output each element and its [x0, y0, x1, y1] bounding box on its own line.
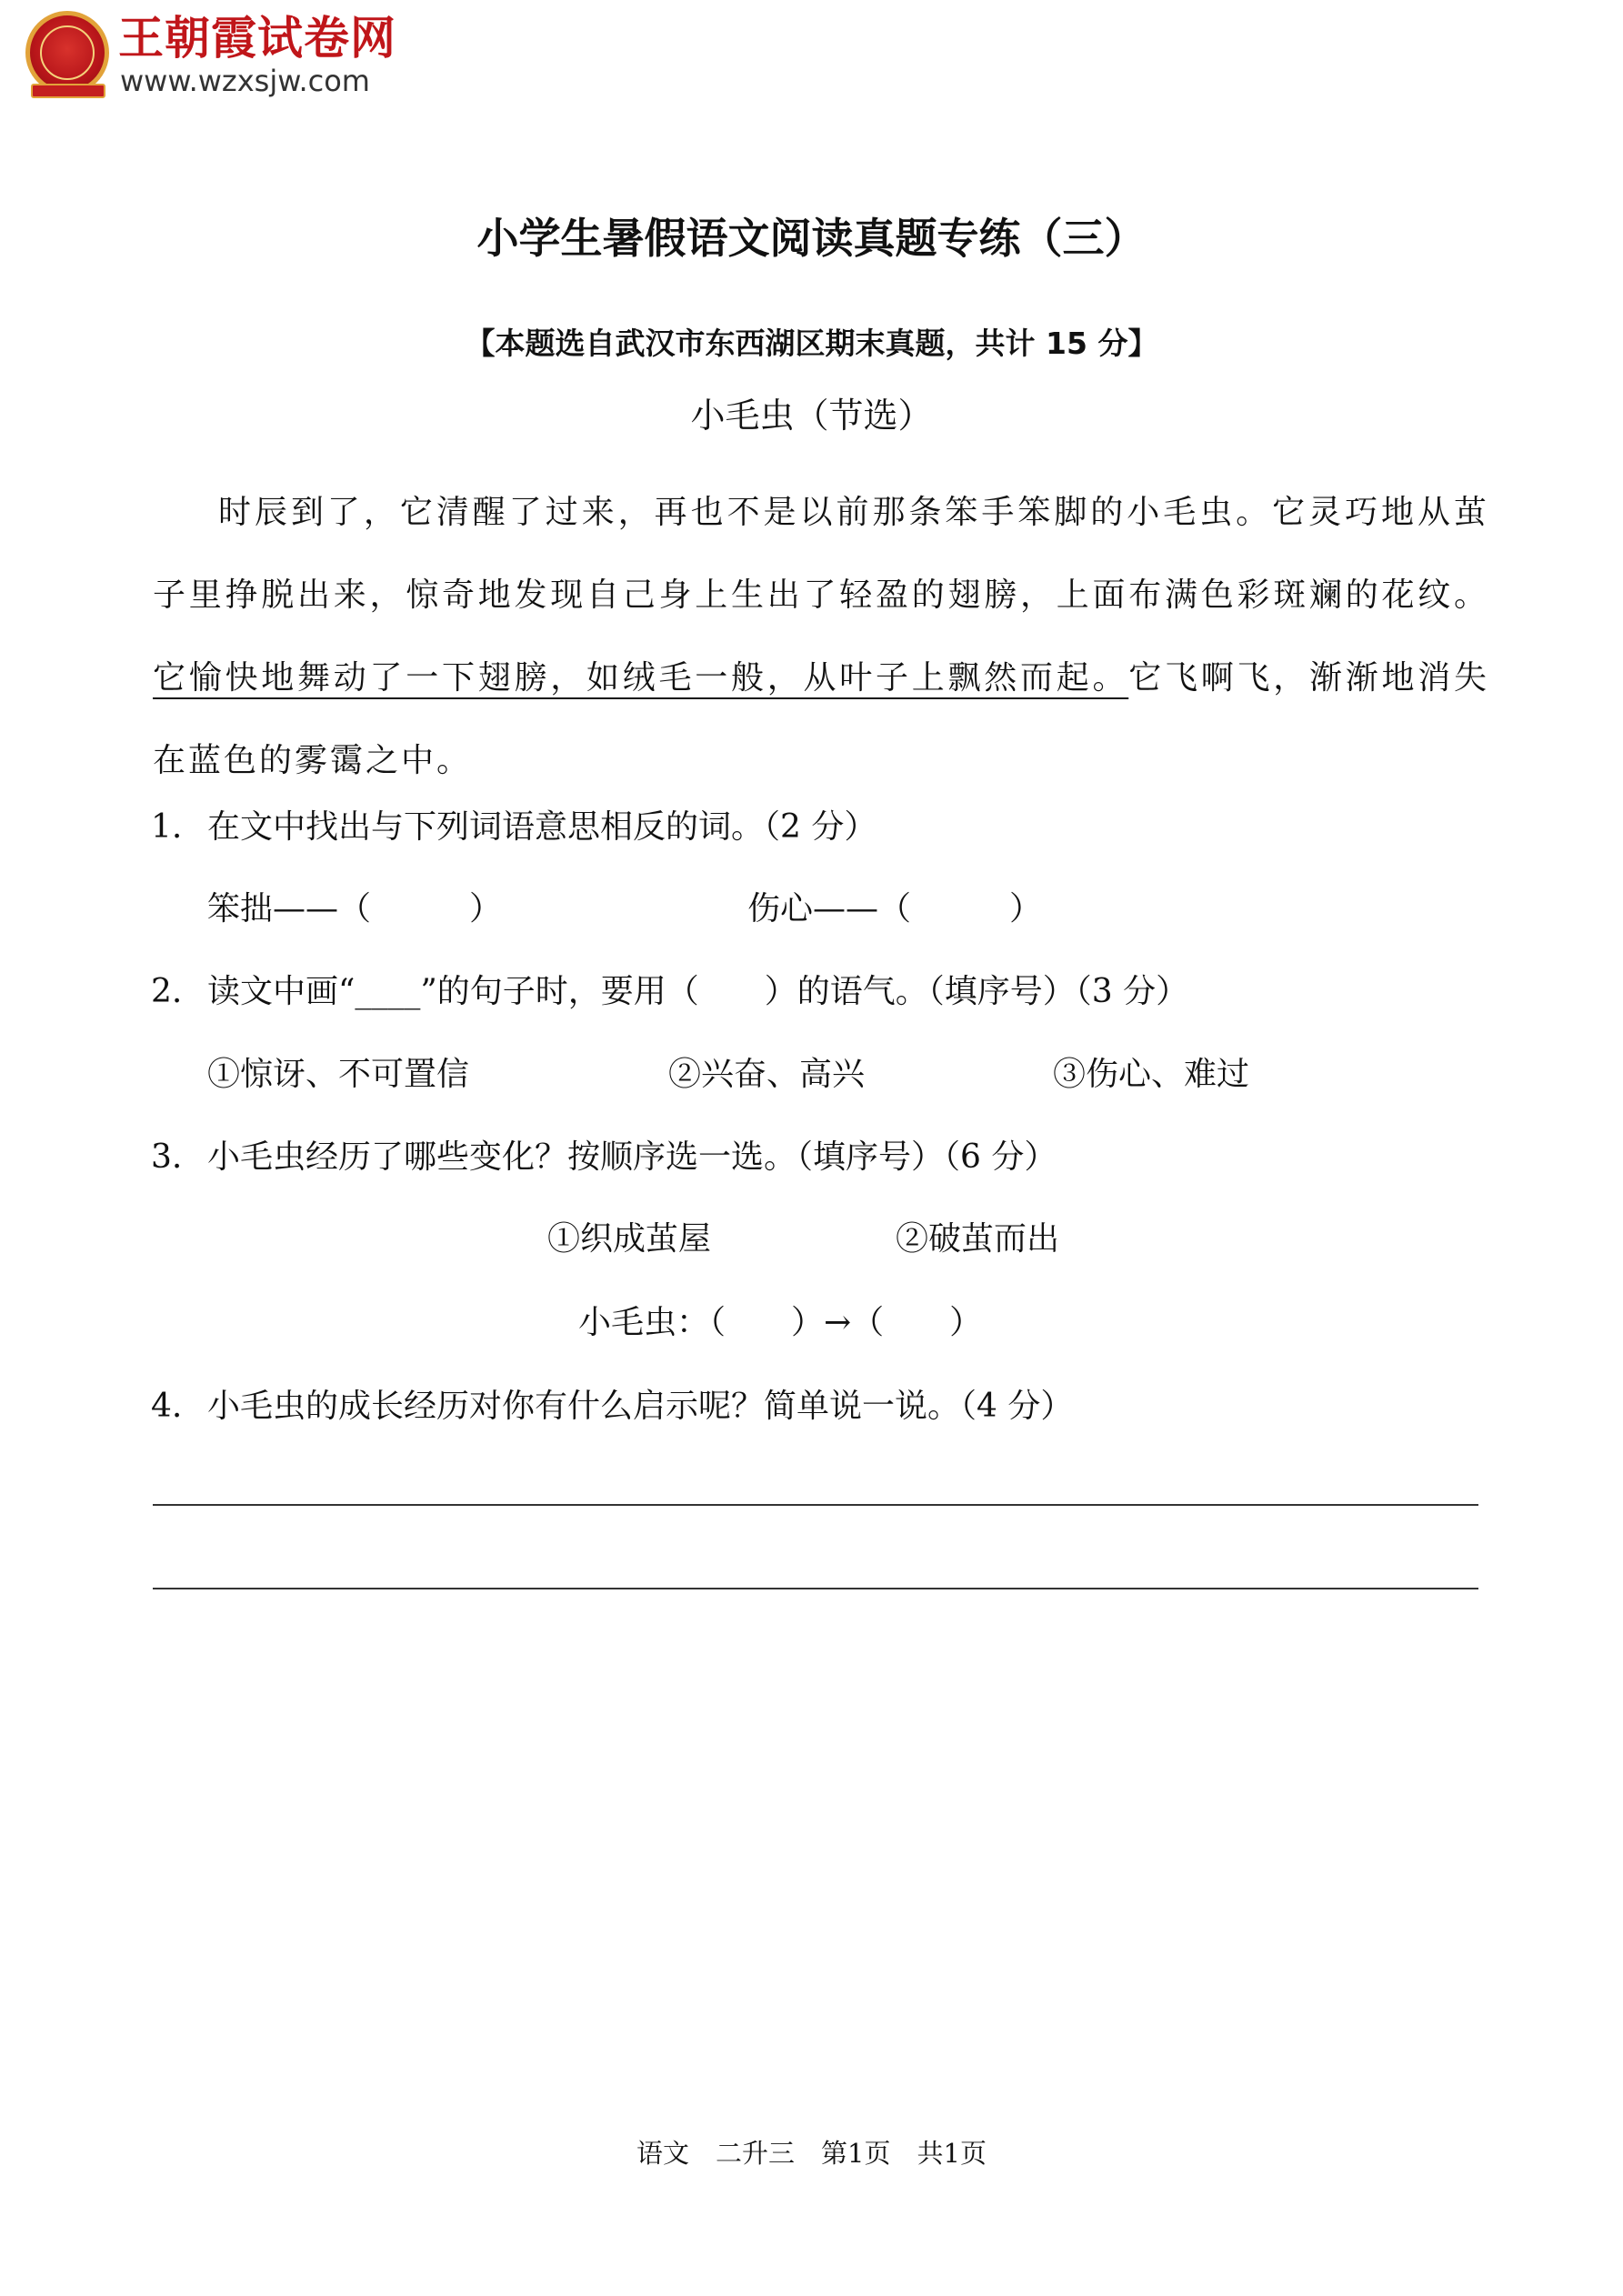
question-2-option-2: ②兴奋、高兴	[668, 1056, 866, 1093]
question-3	[151, 1135, 1057, 1180]
page-title: 小学生暑假语文阅读真题专练（三）	[476, 214, 1147, 263]
question-2-number: 2.	[151, 973, 183, 1010]
question-1	[151, 805, 877, 850]
answer-line-2	[153, 1588, 1478, 1589]
passage-text	[153, 471, 1489, 802]
source-note: 【本题选自武汉市东西湖区期末真题，共计 15 分】	[465, 326, 1158, 361]
question-3-text: 小毛虫经历了哪些变化？按顺序选一选。（填序号）（6 分）	[207, 1138, 1057, 1176]
question-4-number: 4.	[151, 1388, 183, 1425]
answer-line-1	[153, 1504, 1478, 1506]
brand-url: www.wzxsjw.com	[120, 64, 370, 98]
passage-text-after: 它飞啊飞，渐渐地消失在蓝色的雾霭之中。	[153, 659, 1489, 779]
question-3-answer-prompt: 小毛虫：（ ）→（ ）	[578, 1304, 983, 1341]
question-3-option-2: ②破茧而出	[896, 1220, 1060, 1258]
question-2	[151, 969, 1188, 1015]
brand-name: 王朝霞试卷网	[118, 12, 396, 65]
passage-text-before: 时辰到了，它清醒了过来，再也不是以前那条笨手笨脚的小毛虫。它灵巧地从茧子里挣脱出来，惊奇地发现自己身上生出了轻盈的翅膀，上面布满色彩斑斓的花纹。	[153, 494, 1489, 614]
question-1-text: 在文中找出与下列词语意思相反的词。（2 分）	[207, 808, 877, 846]
page-footer: 语文 二升三 第1页 共1页	[636, 2138, 987, 2169]
passage-underlined-sentence: 它愉快地舞动了一下翅膀，如绒毛一般，从叶子上飘然而起。	[153, 659, 1129, 697]
brand-logo-seal	[25, 11, 109, 95]
question-1-number: 1.	[151, 808, 183, 846]
brand-logo-ribbon	[31, 84, 105, 98]
question-2-text: 读文中画“____”的句子时，要用（ ）的语气。（填序号）（3 分）	[207, 973, 1189, 1010]
question-4-text: 小毛虫的成长经历对你有什么启示呢？简单说一说。（4 分）	[207, 1388, 1074, 1425]
question-1-item-a: 笨拙——（ ）	[207, 890, 503, 927]
question-3-number: 3.	[151, 1138, 183, 1176]
question-2-option-3: ③伤心、难过	[1053, 1056, 1250, 1093]
passage-title: 小毛虫（节选）	[690, 396, 933, 436]
question-4	[151, 1384, 1073, 1429]
question-2-option-1: ①惊讶、不可置信	[207, 1056, 470, 1093]
question-1-item-b: 伤心——（ ）	[747, 890, 1043, 927]
question-3-option-1: ①织成茧屋	[547, 1220, 712, 1258]
